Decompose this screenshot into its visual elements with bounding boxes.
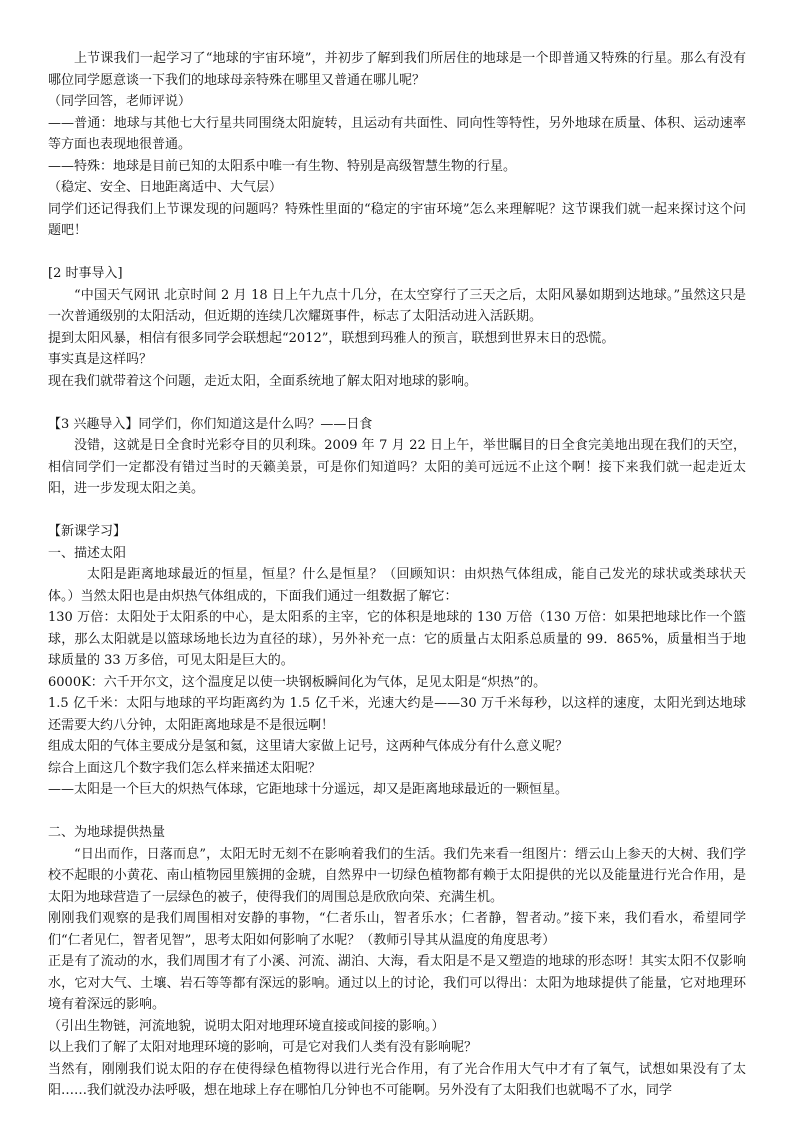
- section2-p3: 正是有了流动的水，我们周围才有了小溪、河流、湖泊、大海，看太阳是不是又塑造的地球的形态呀！其实太阳不仅影响水，它对大气、土壤、岩石等等都有深远的影响。通过以上的讨论，我们可以得出：太阳为地球提供了能量，它对地理环境有着深远的影响。: [48, 954, 746, 1012]
- section2-p4: （引出生物链，河流地貌，说明太阳对地理环境直接或间接的影响。）: [48, 1018, 445, 1034]
- section1-size: 130 万倍：太阳处于太阳系的中心，是太阳系的主宰，它的体积是地球的 130 万倍（130 万倍：如果把地球比作一个篮球，那么太阳就是以篮球场地长边为直径的球），另外补充一点：它的质量占太阳系总质量的 99．865%，质量相当于地球质量的 33 万多倍，可见太阳是巨大的。: [48, 610, 746, 668]
- intro-conditions: （稳定、安全、日地距离适中、大气层）: [48, 180, 283, 195]
- intro-question: 同学们还记得我们上节课发现的问题吗？特殊性里面的“稳定的宇宙环境”怎么来理解呢？这节课我们就一起来探讨这个问题吧！: [48, 201, 746, 238]
- interest-intro-body: 没错，这就是日全食时光彩夺目的贝利珠。2009 年 7 月 22 日上午，举世瞩目的日全食完美地出现在我们的天空，相信同学们一定都没有错过当时的天籁美景，可是你们知道吗？太阳的美可远远不止这个啊！接下来我们就一起走近太阳，进一步发现太阳之美。: [48, 438, 746, 496]
- news-intro-mention: 提到太阳风暴，相信有很多同学会联想起“2012”，联想到玛雅人的预言，联想到世界末日的恐慌。: [48, 330, 615, 346]
- section1-summary-answer: ——太阳是一个巨大的炽热气体球，它距地球十分遥远，却又是距离地球最近的一颗恒星。: [48, 782, 569, 797]
- spacer: [48, 801, 746, 823]
- spacer: [48, 242, 746, 264]
- interest-intro-heading: 【3 兴趣导入】同学们，你们知道这是什么吗？——日食: [48, 416, 373, 432]
- news-intro-lead: 现在我们就带着这个问题，走近太阳，全面系统地了解太阳对地球的影响。: [48, 373, 478, 389]
- intro-ordinary: ——普通：地球与其他七大行星共同围绕太阳旋转，且运动有共面性、同向性等特性，另外地球在质量、体积、运动速率等方面也表现地很普通。: [48, 115, 746, 152]
- new-lesson-heading: 【新课学习】: [48, 524, 127, 539]
- news-intro-news: “中国天气网讯 北京时间 2 月 18 日上午九点十几分，在太空穿行了三天之后，太阳风暴如期到达地球。”虽然这只是一次普通级别的太阳活动，但近期的连续几次耀斑事件，标志了太阳活动进入活跃期。: [48, 287, 746, 324]
- section1-temp: 6000K：六千开尔文，这个温度足以使一块钢板瞬间化为气体，足见太阳是“炽热”的。: [48, 674, 547, 690]
- news-intro-heading: [2 时事导入]: [48, 266, 123, 281]
- section2-title: 二、为地球提供热量: [48, 825, 166, 840]
- section1-summary-question: 综合上面这几个数字我们怎么样来描述太阳呢？: [48, 760, 322, 776]
- intro-special: ——特殊：地球是目前已知的太阳系中唯一有生物、特别是高级智慧生物的行星。: [48, 158, 517, 174]
- intro-note: （同学回答，老师评说）: [48, 94, 192, 109]
- section1-gas: 组成太阳的气体主要成分是氢和氦，这里请大家做上记号，这两种气体成分有什么意义呢？: [48, 739, 569, 754]
- section1-star: 太阳是距离地球最近的恒星，恒星？什么是恒星？（回顾知识：由炽热气体组成，能自己发光的球状或类球状天体。）当然太阳也是由炽热气体组成的，下面我们通过一组数据了解它：: [48, 567, 746, 604]
- section2-p2: 刚刚我们观察的是我们周围相对安静的事物，“仁者乐山，智者乐水；仁者静，智者动。”接下来，我们看水，希望同学们“仁者见仁，智者见智”，思考太阳如何影响了水呢？（教师引导其从温度的角度思考）: [48, 911, 746, 948]
- section1-title: 一、描述太阳: [48, 545, 127, 561]
- news-intro-really: 事实真是这样吗？: [48, 352, 153, 367]
- section2-p5: 以上我们了解了太阳对地理环境的影响，可是它对我们人类有没有影响呢？: [48, 1040, 478, 1055]
- spacer: [48, 500, 746, 522]
- spacer: [48, 392, 746, 414]
- section1-distance: 1.5 亿千米：太阳与地球的平均距离约为 1.5 亿千米，光速大约是——30 万千米每秒，以这样的速度，太阳光到达地球还需要大约八分钟，太阳距离地球是不是很远啊！: [48, 696, 746, 733]
- section2-p1: “日出而作，日落而息”，太阳无时无刻不在影响着我们的生活。我们先来看一组图片：缙云山上参天的大树、我们学校不起眼的小黄花、南山植物园里簇拥的金琥，自然界中一切绿色植物都有赖于太阳提供的光以及能量进行光合作用，是太阳为地球营造了一层绿色的被子，使得我们的周围总是欣欣向荣、充满生机。: [48, 846, 746, 905]
- intro-opening: 上节课我们一起学习了“地球的宇宙环境”，并初步了解到我们所居住的地球是一个即普通又特殊的行星。那么有没有哪位同学愿意谈一下我们的地球母亲特殊在哪里又普通在哪儿呢？: [48, 51, 746, 88]
- section2-p6: 当然有，刚刚我们说太阳的存在使得绿色植物得以进行光合作用，有了光合作用大气中才有了氧气，试想如果没有了太阳……我们就没办法呼吸，想在地球上存在哪怕几分钟也不可能啊。另外没有了太阳我们也就喝不了水，同学: [48, 1061, 746, 1098]
